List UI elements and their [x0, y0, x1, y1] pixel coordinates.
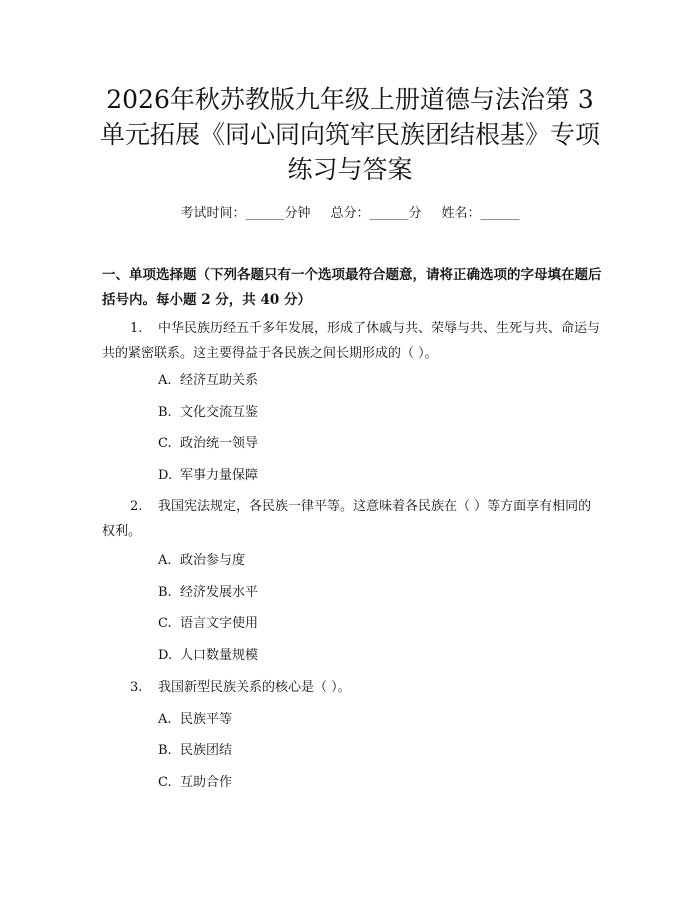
- question-1-option-b: [158, 404, 258, 422]
- option-text: 政治统一领导: [180, 436, 259, 451]
- option-text: 政治参与度: [180, 553, 246, 568]
- option-text: 民族平等: [180, 712, 233, 727]
- option-text: 经济互助关系: [180, 373, 259, 388]
- option-text: 军事力量保障: [180, 468, 259, 483]
- student-name-field: 姓名：______: [441, 206, 520, 221]
- option-text: 互助合作: [180, 775, 233, 790]
- question-2-option-a: [158, 552, 245, 570]
- question-1-option-a: [158, 372, 258, 390]
- option-letter: A.: [158, 712, 172, 727]
- question-number: 3.: [130, 680, 143, 695]
- question-3: [102, 675, 602, 700]
- question-1-option-c: [158, 435, 258, 453]
- question-2-option-d: [158, 647, 258, 665]
- option-letter: B.: [158, 405, 172, 420]
- question-text: 我国新型民族关系的核心是（ ）。: [158, 680, 351, 695]
- question-3-option-b: [158, 742, 232, 760]
- option-letter: A.: [158, 553, 172, 568]
- question-3-option-c: [158, 774, 232, 792]
- total-score-field: 总分：______分: [330, 206, 422, 221]
- question-1: [102, 316, 602, 366]
- option-letter: D.: [158, 468, 173, 483]
- question-2-option-c: [158, 615, 258, 633]
- question-2: [102, 494, 602, 544]
- exam-info-line: [0, 205, 700, 223]
- question-text: 我国宪法规定，各民族一律平等。这意味着各民族在（ ）等方面享有相同的权利。: [102, 499, 592, 539]
- question-text: 中华民族历经五千多年发展，形成了休戚与共、荣辱与共、生死与共、命运与共的紧密联系。这主要得益于各民族之间长期形成的（ ）。: [102, 321, 601, 361]
- question-3-option-a: [158, 711, 232, 729]
- option-letter: B.: [158, 585, 172, 600]
- section-heading: 一、单项选择题（下列各题只有一个选项最符合题意，请将正确选项的字母填在题后括号内。每小题 2 分，共 40 分）: [102, 267, 602, 308]
- option-letter: A.: [158, 373, 172, 388]
- option-text: 民族团结: [180, 743, 233, 758]
- exam-time-field: 考试时间：______分钟: [180, 206, 311, 221]
- option-letter: C.: [158, 775, 172, 790]
- option-letter: B.: [158, 743, 172, 758]
- option-letter: D.: [158, 648, 173, 663]
- question-number: 1.: [130, 321, 143, 336]
- option-letter: C.: [158, 436, 172, 451]
- question-number: 2.: [130, 499, 143, 514]
- option-letter: C.: [158, 616, 172, 631]
- option-text: 人口数量规模: [180, 648, 259, 663]
- option-text: 文化交流互鉴: [180, 405, 259, 420]
- question-1-option-d: [158, 467, 258, 485]
- question-2-option-b: [158, 584, 258, 602]
- option-text: 经济发展水平: [180, 585, 259, 600]
- document-title: 2026年秋苏教版九年级上册道德与法治第 3 单元拓展《同心同向筑牢民族团结根基》专项练习与答案: [99, 85, 600, 184]
- option-text: 语言文字使用: [180, 616, 259, 631]
